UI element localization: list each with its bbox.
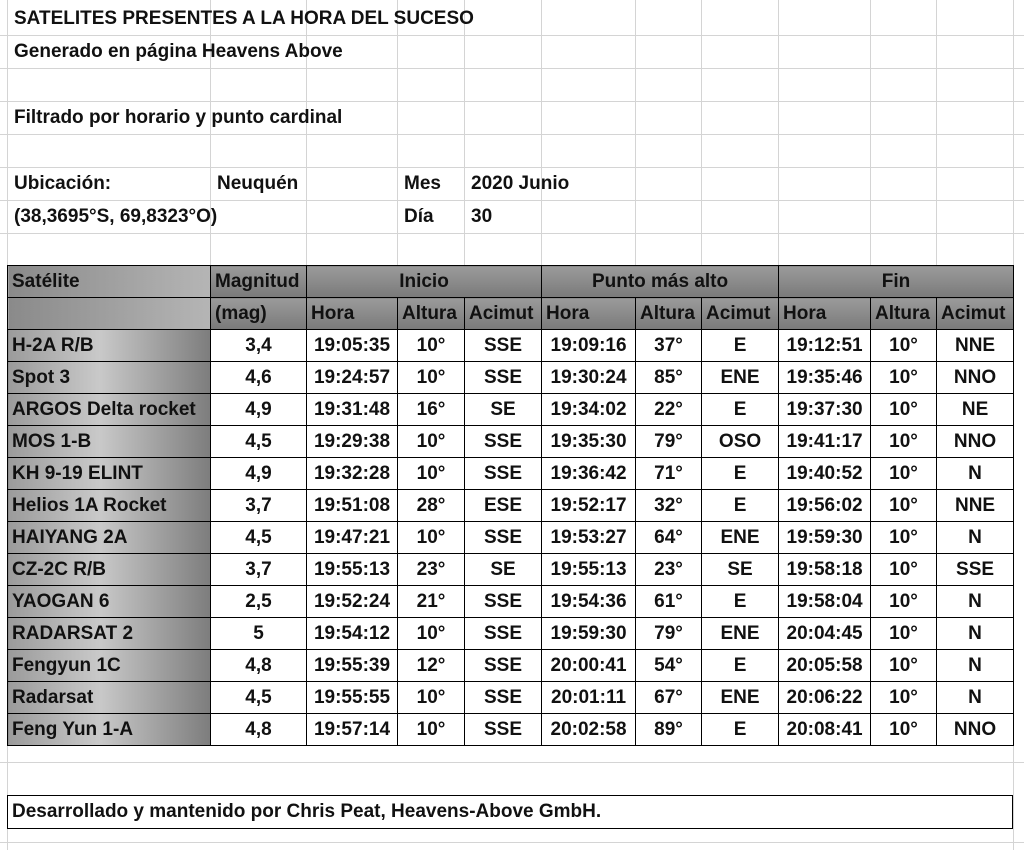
table-row (8, 458, 1014, 490)
cell-start-azimuth[interactable]: SSE (465, 330, 542, 362)
cell-start-altitude[interactable]: 10° (398, 330, 465, 362)
table-row (8, 650, 1014, 682)
day-value[interactable]: 30 (471, 206, 493, 227)
grid-line (635, 0, 636, 265)
cell-magnitude[interactable]: 4,8 (211, 714, 307, 746)
cell-satellite[interactable]: Spot 3 (8, 362, 211, 394)
header-blank[interactable] (8, 298, 211, 330)
cell-end-azimuth[interactable]: NNE (937, 330, 1014, 362)
cell-peak-altitude[interactable]: 71° (636, 458, 702, 490)
cell-end-time[interactable]: 19:56:02 (779, 490, 871, 522)
cell-satellite[interactable]: KH 9-19 ELINT (8, 458, 211, 490)
cell-peak-azimuth[interactable]: ENE (702, 618, 779, 650)
header-end-altura[interactable]: Altura (871, 298, 937, 330)
cell-peak-time[interactable]: 19:36:42 (542, 458, 636, 490)
grid-line (778, 0, 779, 265)
cell-start-time[interactable]: 19:54:12 (307, 618, 398, 650)
cell-peak-azimuth[interactable]: E (702, 714, 779, 746)
cell-satellite[interactable]: ARGOS Delta rocket (8, 394, 211, 426)
cell-end-time[interactable]: 20:06:22 (779, 682, 871, 714)
cell-start-azimuth[interactable]: SE (465, 554, 542, 586)
cell-start-altitude[interactable]: 12° (398, 650, 465, 682)
cell-peak-altitude[interactable]: 22° (636, 394, 702, 426)
cell-satellite[interactable]: Helios 1A Rocket (8, 490, 211, 522)
cell-start-altitude[interactable]: 28° (398, 490, 465, 522)
cell-start-azimuth[interactable]: SSE (465, 682, 542, 714)
cell-peak-azimuth[interactable]: E (702, 330, 779, 362)
cell-end-azimuth[interactable]: NE (937, 394, 1014, 426)
cell-peak-azimuth[interactable]: ENE (702, 362, 779, 394)
cell-peak-azimuth[interactable]: E (702, 586, 779, 618)
cell-peak-time[interactable]: 19:55:13 (542, 554, 636, 586)
cell-end-azimuth[interactable]: N (937, 682, 1014, 714)
cell-peak-altitude[interactable]: 85° (636, 362, 702, 394)
cell-start-time[interactable]: 19:55:13 (307, 554, 398, 586)
cell-peak-time[interactable]: 19:53:27 (542, 522, 636, 554)
cell-end-azimuth[interactable]: N (937, 618, 1014, 650)
cell-peak-altitude[interactable]: 79° (636, 618, 702, 650)
cell-start-time[interactable]: 19:51:08 (307, 490, 398, 522)
cell-end-time[interactable]: 19:40:52 (779, 458, 871, 490)
header-row-2 (8, 298, 1014, 330)
grid-line (541, 0, 542, 265)
cell-satellite[interactable]: Feng Yun 1-A (8, 714, 211, 746)
cell-peak-azimuth[interactable]: ENE (702, 522, 779, 554)
cell-end-altitude[interactable]: 10° (871, 618, 937, 650)
month-label[interactable]: Mes (404, 173, 441, 194)
header-end[interactable]: Fin (779, 266, 1014, 298)
header-peak-altura[interactable]: Altura (636, 298, 702, 330)
cell-satellite[interactable]: YAOGAN 6 (8, 586, 211, 618)
cell-end-time[interactable]: 20:04:45 (779, 618, 871, 650)
cell-peak-altitude[interactable]: 64° (636, 522, 702, 554)
table-row (8, 714, 1014, 746)
table-row (8, 426, 1014, 458)
filter-note[interactable]: Filtrado por horario y punto cardinal (14, 107, 343, 128)
cell-start-altitude[interactable]: 16° (398, 394, 465, 426)
grid-line (0, 842, 1024, 843)
cell-end-altitude[interactable]: 10° (871, 394, 937, 426)
cell-start-time[interactable]: 19:52:24 (307, 586, 398, 618)
cell-end-time[interactable]: 20:05:58 (779, 650, 871, 682)
header-magnitude[interactable]: Magnitud (211, 266, 307, 298)
cell-end-altitude[interactable]: 10° (871, 586, 937, 618)
cell-start-time[interactable]: 19:57:14 (307, 714, 398, 746)
cell-end-altitude[interactable]: 10° (871, 426, 937, 458)
cell-start-altitude[interactable]: 10° (398, 682, 465, 714)
cell-end-time[interactable]: 19:37:30 (779, 394, 871, 426)
cell-peak-azimuth[interactable]: ENE (702, 682, 779, 714)
cell-start-altitude[interactable]: 10° (398, 522, 465, 554)
cell-end-time[interactable]: 19:35:46 (779, 362, 871, 394)
cell-start-azimuth[interactable]: SSE (465, 458, 542, 490)
header-end-acimut[interactable]: Acimut (937, 298, 1014, 330)
header-row-1 (8, 266, 1014, 298)
cell-peak-altitude[interactable]: 23° (636, 554, 702, 586)
cell-end-altitude[interactable]: 10° (871, 330, 937, 362)
cell-start-time[interactable]: 19:29:38 (307, 426, 398, 458)
cell-satellite[interactable]: HAIYANG 2A (8, 522, 211, 554)
month-value[interactable]: 2020 Junio (471, 173, 570, 194)
cell-satellite[interactable]: CZ-2C R/B (8, 554, 211, 586)
header-peak-hora[interactable]: Hora (542, 298, 636, 330)
header-end-hora[interactable]: Hora (779, 298, 871, 330)
cell-start-azimuth[interactable]: ESE (465, 490, 542, 522)
cell-magnitude[interactable]: 4,6 (211, 362, 307, 394)
cell-end-time[interactable]: 20:08:41 (779, 714, 871, 746)
table-body (8, 330, 1014, 746)
cell-end-time[interactable]: 19:41:17 (779, 426, 871, 458)
grid-line (936, 0, 937, 265)
cell-magnitude[interactable]: 4,9 (211, 394, 307, 426)
cell-peak-altitude[interactable]: 67° (636, 682, 702, 714)
table-row (8, 682, 1014, 714)
cell-peak-azimuth[interactable]: SE (702, 554, 779, 586)
grid-line (0, 233, 1024, 234)
cell-start-time[interactable]: 19:55:55 (307, 682, 398, 714)
cell-peak-time[interactable]: 20:01:11 (542, 682, 636, 714)
cell-magnitude[interactable]: 4,5 (211, 682, 307, 714)
cell-peak-time[interactable]: 20:02:58 (542, 714, 636, 746)
satellite-table (7, 265, 1014, 746)
grid-line (870, 0, 871, 265)
credits-footer[interactable]: Desarrollado y mantenido por Chris Peat, Heavens-Above GmbH. (7, 795, 1013, 829)
cell-end-azimuth[interactable]: NNO (937, 362, 1014, 394)
cell-start-altitude[interactable]: 23° (398, 554, 465, 586)
grid-line (701, 0, 702, 265)
cell-peak-altitude[interactable]: 54° (636, 650, 702, 682)
cell-end-altitude[interactable]: 10° (871, 458, 937, 490)
cell-end-altitude[interactable]: 10° (871, 650, 937, 682)
cell-magnitude[interactable]: 4,5 (211, 426, 307, 458)
grid-line (0, 68, 1024, 69)
cell-peak-azimuth[interactable]: E (702, 394, 779, 426)
grid-line (0, 134, 1024, 135)
cell-end-time[interactable]: 19:59:30 (779, 522, 871, 554)
cell-peak-time[interactable]: 19:52:17 (542, 490, 636, 522)
cell-end-altitude[interactable]: 10° (871, 714, 937, 746)
cell-start-azimuth[interactable]: SSE (465, 618, 542, 650)
cell-magnitude[interactable]: 3,7 (211, 554, 307, 586)
cell-peak-time[interactable]: 19:59:30 (542, 618, 636, 650)
header-mag-unit[interactable]: (mag) (211, 298, 307, 330)
cell-end-azimuth[interactable]: NNE (937, 490, 1014, 522)
cell-start-altitude[interactable]: 10° (398, 362, 465, 394)
header-start-acimut[interactable]: Acimut (465, 298, 542, 330)
cell-magnitude[interactable]: 2,5 (211, 586, 307, 618)
grid-line (0, 762, 1024, 763)
cell-end-azimuth[interactable]: SSE (937, 554, 1014, 586)
table-row (8, 554, 1014, 586)
cell-peak-azimuth[interactable]: E (702, 650, 779, 682)
cell-end-azimuth[interactable]: N (937, 458, 1014, 490)
cell-start-azimuth[interactable]: SE (465, 394, 542, 426)
cell-end-altitude[interactable]: 10° (871, 362, 937, 394)
header-peak[interactable]: Punto más alto (542, 266, 779, 298)
table-row (8, 394, 1014, 426)
cell-satellite[interactable]: MOS 1-B (8, 426, 211, 458)
header-satellite[interactable]: Satélite (8, 266, 211, 298)
cell-start-azimuth[interactable]: SSE (465, 586, 542, 618)
cell-peak-altitude[interactable]: 89° (636, 714, 702, 746)
cell-start-time[interactable]: 19:47:21 (307, 522, 398, 554)
cell-start-azimuth[interactable]: SSE (465, 714, 542, 746)
cell-start-time[interactable]: 19:55:39 (307, 650, 398, 682)
header-start-hora[interactable]: Hora (307, 298, 398, 330)
cell-end-azimuth[interactable]: NNO (937, 426, 1014, 458)
cell-end-time[interactable]: 19:12:51 (779, 330, 871, 362)
cell-magnitude[interactable]: 5 (211, 618, 307, 650)
cell-start-altitude[interactable]: 10° (398, 426, 465, 458)
cell-end-time[interactable]: 19:58:04 (779, 586, 871, 618)
sheet-title[interactable]: SATELITES PRESENTES A LA HORA DEL SUCESO (14, 8, 474, 29)
cell-satellite[interactable]: H-2A R/B (8, 330, 211, 362)
cell-end-azimuth[interactable]: NNO (937, 714, 1014, 746)
cell-peak-altitude[interactable]: 37° (636, 330, 702, 362)
cell-end-altitude[interactable]: 10° (871, 522, 937, 554)
cell-start-altitude[interactable]: 21° (398, 586, 465, 618)
cell-satellite[interactable]: RADARSAT 2 (8, 618, 211, 650)
header-start-altura[interactable]: Altura (398, 298, 465, 330)
cell-start-azimuth[interactable]: SSE (465, 426, 542, 458)
cell-peak-time[interactable]: 19:09:16 (542, 330, 636, 362)
cell-peak-time[interactable]: 19:54:36 (542, 586, 636, 618)
cell-end-azimuth[interactable]: N (937, 650, 1014, 682)
cell-peak-azimuth[interactable]: OSO (702, 426, 779, 458)
cell-end-azimuth[interactable]: N (937, 522, 1014, 554)
cell-peak-time[interactable]: 19:35:30 (542, 426, 636, 458)
cell-magnitude[interactable]: 3,7 (211, 490, 307, 522)
cell-start-altitude[interactable]: 10° (398, 714, 465, 746)
cell-start-time[interactable]: 19:05:35 (307, 330, 398, 362)
cell-magnitude[interactable]: 4,8 (211, 650, 307, 682)
cell-end-altitude[interactable]: 10° (871, 554, 937, 586)
day-label[interactable]: Día (404, 206, 434, 227)
cell-magnitude[interactable]: 4,9 (211, 458, 307, 490)
table-row (8, 586, 1014, 618)
cell-end-altitude[interactable]: 10° (871, 490, 937, 522)
coordinates[interactable]: (38,3695°S, 69,8323°O) (14, 206, 218, 227)
cell-satellite[interactable]: Fengyun 1C (8, 650, 211, 682)
cell-start-azimuth[interactable]: SSE (465, 362, 542, 394)
cell-peak-azimuth[interactable]: E (702, 458, 779, 490)
table-row (8, 490, 1014, 522)
location-label[interactable]: Ubicación: (14, 173, 112, 194)
table-row (8, 522, 1014, 554)
cell-end-time[interactable]: 19:58:18 (779, 554, 871, 586)
cell-end-azimuth[interactable]: N (937, 586, 1014, 618)
cell-magnitude[interactable]: 4,5 (211, 522, 307, 554)
header-start[interactable]: Inicio (307, 266, 542, 298)
header-peak-acimut[interactable]: Acimut (702, 298, 779, 330)
cell-peak-time[interactable]: 20:00:41 (542, 650, 636, 682)
cell-peak-time[interactable]: 19:34:02 (542, 394, 636, 426)
cell-peak-altitude[interactable]: 61° (636, 586, 702, 618)
cell-peak-time[interactable]: 19:30:24 (542, 362, 636, 394)
source-note[interactable]: Generado en página Heavens Above (14, 41, 343, 62)
cell-satellite[interactable]: Radarsat (8, 682, 211, 714)
cell-peak-altitude[interactable]: 79° (636, 426, 702, 458)
location-value[interactable]: Neuquén (217, 173, 299, 194)
cell-magnitude[interactable]: 3,4 (211, 330, 307, 362)
cell-start-time[interactable]: 19:24:57 (307, 362, 398, 394)
cell-end-altitude[interactable]: 10° (871, 682, 937, 714)
cell-start-time[interactable]: 19:32:28 (307, 458, 398, 490)
cell-start-azimuth[interactable]: SSE (465, 522, 542, 554)
cell-start-time[interactable]: 19:31:48 (307, 394, 398, 426)
cell-start-altitude[interactable]: 10° (398, 458, 465, 490)
table-row (8, 362, 1014, 394)
table-row (8, 618, 1014, 650)
cell-start-altitude[interactable]: 10° (398, 618, 465, 650)
table-row (8, 330, 1014, 362)
cell-peak-azimuth[interactable]: E (702, 490, 779, 522)
cell-peak-altitude[interactable]: 32° (636, 490, 702, 522)
cell-start-azimuth[interactable]: SSE (465, 650, 542, 682)
